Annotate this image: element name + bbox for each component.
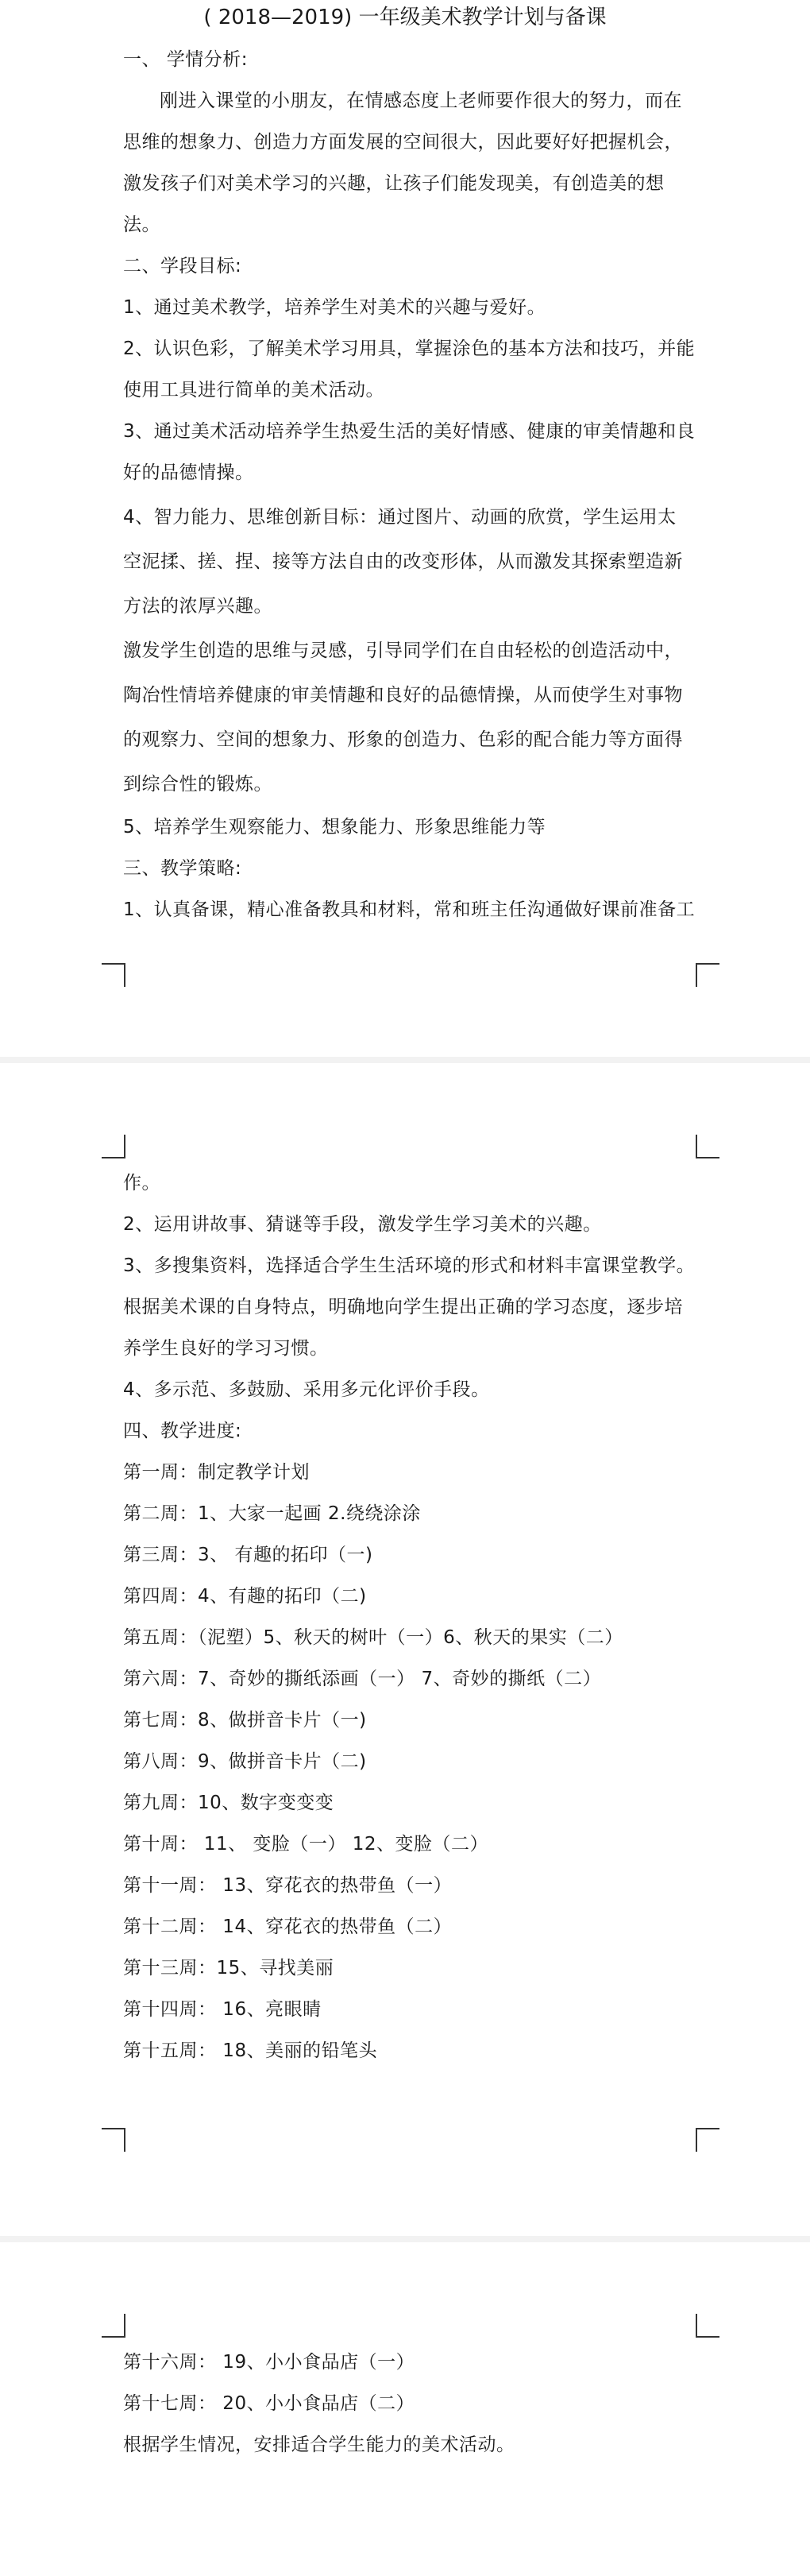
paragraph-line: 2、认识色彩，了解美术学习用具，掌握涂色的基本方法和技巧，并能 — [123, 338, 696, 359]
paragraph-line: 根据学生情况，安排适合学生能力的美术活动。 — [123, 2435, 515, 2455]
paragraph-line: 思维的想象力、创造力方面发展的空间很大，因此要好好把握机会， — [123, 132, 683, 153]
document-page-1 — [0, 0, 810, 1057]
margin-corner-mark — [102, 1135, 125, 1158]
section-heading-1: 一、 学情分析: — [123, 49, 249, 70]
schedule-row: 第五周：（泥塑）5、秋天的树叶（一）6、秋天的果实（二） — [123, 1627, 623, 1648]
paragraph-line: 激发学生创造的思维与灵感，引导同学们在自由轻松的创造活动中， — [123, 640, 683, 661]
schedule-row: 第二周：1、大家一起画 2.绕绕涂涂 — [123, 1503, 421, 1524]
schedule-row: 第七周：8、做拼音卡片（一) — [123, 1710, 367, 1731]
schedule-row: 第十三周：15、寻找美丽 — [123, 1958, 334, 1978]
paragraph-line: 法。 — [123, 215, 160, 235]
paragraph-line: 1、通过美术教学，培养学生对美术的兴趣与爱好。 — [123, 297, 546, 318]
schedule-row: 第十一周： 13、穿花衣的热带鱼（一） — [123, 1875, 453, 1896]
schedule-row: 第十周： 11、 变脸（一） 12、变脸（二） — [123, 1834, 488, 1855]
paragraph-line: 2、运用讲故事、猜谜等手段，激发学生学习美术的兴趣。 — [123, 1214, 602, 1235]
schedule-row: 第九周：10、数字变变变 — [123, 1793, 334, 1813]
section-heading-2: 二、学段目标: — [123, 256, 242, 277]
paragraph-line: 1、认真备课，精心准备教具和材料，常和班主任沟通做好课前准备工 — [123, 899, 696, 920]
margin-corner-mark — [696, 2128, 719, 2152]
paragraph-line: 陶冶性情培养健康的审美情趣和良好的品德情操，从而使学生对事物 — [123, 685, 683, 706]
section-heading-3: 三、教学策略: — [123, 858, 242, 879]
paragraph-line: 养学生良好的学习习惯。 — [123, 1338, 329, 1359]
paragraph-line: 作。 — [123, 1173, 160, 1193]
paragraph-line: 4、智力能力、思维创新目标：通过图片、动画的欣赏，学生运用太 — [123, 507, 677, 528]
schedule-row: 第十六周： 19、小小食品店（一） — [123, 2352, 415, 2373]
schedule-row: 第六周：7、奇妙的撕纸添画（一） 7、奇妙的撕纸（二） — [123, 1669, 602, 1689]
schedule-row: 第十五周： 18、美丽的铅笔头 — [123, 2040, 378, 2061]
margin-corner-mark — [696, 1135, 719, 1158]
schedule-row: 第十二周： 14、穿花衣的热带鱼（二） — [123, 1917, 453, 1937]
schedule-row: 第十七周： 20、小小食品店（二） — [123, 2393, 415, 2414]
paragraph-line: 刚进入课堂的小朋友，在情感态度上老师要作很大的努力，而在 — [160, 91, 682, 111]
paragraph-line: 方法的浓厚兴趣。 — [123, 596, 272, 617]
margin-corner-mark — [102, 2314, 125, 2338]
paragraph-line: 空泥揉、搓、捏、接等方法自由的改变形体，从而激发其探索塑造新 — [123, 551, 683, 572]
margin-corner-mark — [696, 963, 719, 987]
schedule-row: 第三周：3、 有趣的拓印（一) — [123, 1545, 373, 1565]
paragraph-line: 根据美术课的自身特点，明确地向学生提出正确的学习态度，逐步培 — [123, 1297, 683, 1317]
margin-corner-mark — [102, 963, 125, 987]
paragraph-line: 3、通过美术活动培养学生热爱生活的美好情感、健康的审美情趣和良 — [123, 421, 696, 442]
margin-corner-mark — [102, 2128, 125, 2152]
schedule-row: 第一周：制定教学计划 — [123, 1462, 310, 1483]
paragraph-line: 的观察力、空间的想象力、形象的创造力、色彩的配合能力等方面得 — [123, 729, 683, 750]
paragraph-line: 3、多搜集资料，选择适合学生生活环境的形式和材料丰富课堂教学。 — [123, 1255, 696, 1276]
paragraph-line: 使用工具进行简单的美术活动。 — [123, 380, 384, 400]
schedule-row: 第八周：9、做拼音卡片（二) — [123, 1751, 367, 1772]
schedule-row: 第十四周： 16、亮眼睛 — [123, 1999, 322, 2020]
schedule-row: 第四周：4、有趣的拓印（二) — [123, 1586, 367, 1607]
paragraph-line: 激发孩子们对美术学习的兴趣，让孩子们能发现美，有创造美的想 — [123, 173, 665, 194]
margin-corner-mark — [696, 2314, 719, 2338]
document-page-3 — [0, 2242, 810, 2576]
document-page-2 — [0, 1063, 810, 2236]
section-heading-4: 四、教学进度: — [123, 1421, 242, 1441]
paragraph-line: 5、培养学生观察能力、想象能力、形象思维能力等 — [123, 817, 546, 837]
paragraph-line: 4、多示范、多鼓励、采用多元化评价手段。 — [123, 1379, 490, 1400]
paragraph-line: 到综合性的锻炼。 — [123, 774, 272, 795]
paragraph-line: 好的品德情操。 — [123, 462, 254, 483]
document-title: ( 2018—2019) 一年级美术教学计划与备课 — [203, 6, 607, 29]
